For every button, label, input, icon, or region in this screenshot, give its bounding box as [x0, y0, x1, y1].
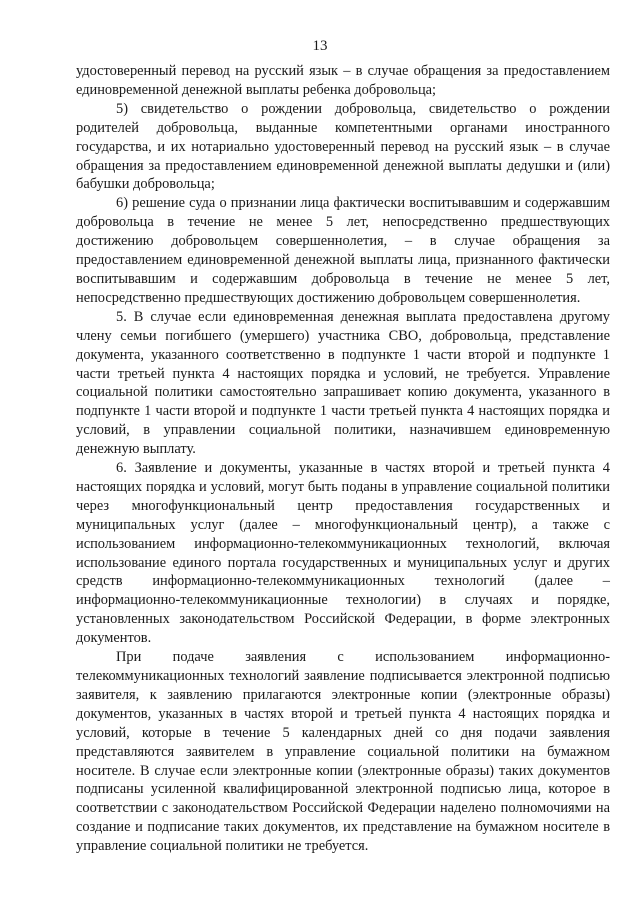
- page-number: 13: [312, 38, 328, 54]
- paragraph-item-6: 6) решение суда о признании лица фактически воспитывавшим и содержавшим добровольца в течение не менее 5 лет, непосредственно предшествующих достижению добровольцем совершеннолетия, – в случае обращения за предоставлением единовременной денежной выплаты лица, признанного фактически воспитывавшим и содержавшим добровольца в течение не менее 5 лет, непосредственно предшествующих достижению добровольцем совершеннолетия.: [76, 195, 610, 306]
- paragraph-item-5: 5) свидетельство о рождении добровольца, свидетельство о рождении родителей добровольца, выданные компетентными органами иностранного государства, и их нотариально удостоверенный перевод на русский язык – в случае обращения за предоставлением единовременной денежной выплаты дедушки и (или) бабушки добровольца;: [76, 100, 610, 193]
- paragraph-electronic-submission: При подаче заявления с использованием информационно-телекоммуникационных технологий заявление подписывается электронной подписью заявителя, к заявлению прилагаются электронные копии (электронные образы) документов, указанных в частях второй и третьей пункта 4 настоящих порядка и условий, которые в течение 5 календарных дней со дня подачи заявления представляются заявителем в управление социальной политики на бумажном носителе. В случае если электронные копии (электронные образы) таких документов подписаны усиленной квалифицированной электронной подписью лица, которое в соответствии с законодательством Российской Федерации наделено полномочиями на создание и подписание таких документов, их представление на бумажном носителе в управление социальной политики не требуется.: [76, 649, 610, 855]
- paragraph-clause-5: 5. В случае если единовременная денежная выплата предоставлена другому члену семьи погибшего (умершего) участника СВО, добровольца, представление документа, указанного соответственно в подпункте 1 части второй и подпункте 1 части третьей пункта 4 настоящих порядка и условий, не требуется. Управление социальной политики самостоятельно запрашивает копию документа, указанного в подпункте 1 части второй и подпункте 1 части третьей пункта 4 настоящих порядка и условий, в управлении социальной политики, назначившем единовременную денежную выплату.: [76, 308, 610, 458]
- document-body: [76, 62, 610, 856]
- paragraph-clause-6: 6. Заявление и документы, указанные в частях второй и третьей пункта 4 настоящих порядка и условий, могут быть поданы в управление социальной политики через многофункциональный центр предоставления государственных и муниципальных услуг (далее – многофункциональный центр), а также с использованием информационно-телекоммуникационных технологий, включая использование единого портала государственных и муниципальных услуг и других средств информационно-телекоммуникационных технологий (далее – информационно-телекоммуникационные технологии) в случаях и порядке, установленных законодательством Российской Федерации, в форме электронных документов.: [76, 460, 610, 647]
- paragraph-continuation: удостоверенный перевод на русский язык – в случае обращения за предоставлением единовременной денежной выплаты ребенка добровольца;: [76, 63, 610, 98]
